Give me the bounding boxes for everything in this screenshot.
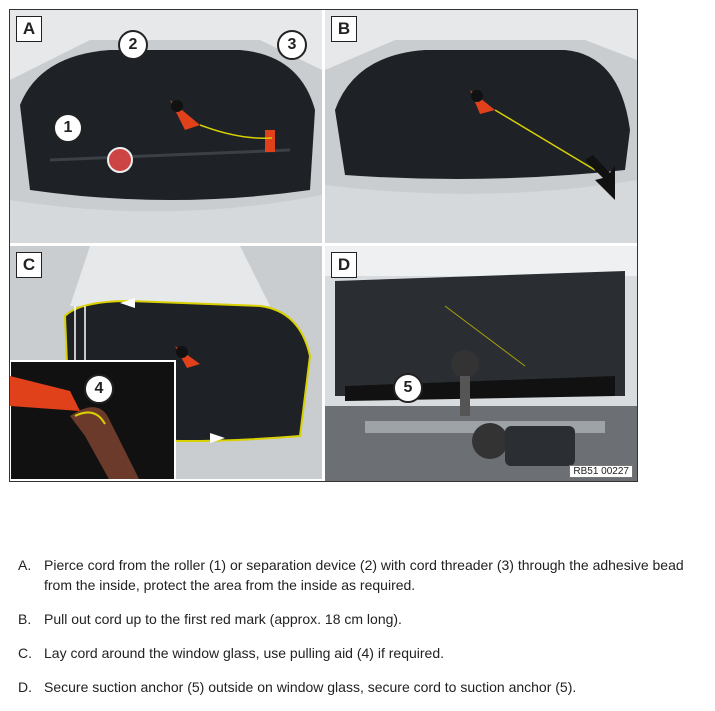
step-text: Lay cord around the window glass, use pulling aid (4) if required. [44, 645, 445, 661]
step-d [18, 677, 710, 697]
instruction-figure [9, 9, 638, 482]
step-b [18, 609, 710, 629]
panel-b [325, 10, 637, 243]
callout-4: 4 [84, 374, 114, 404]
callout-5: 5 [393, 373, 423, 403]
instruction-steps [18, 555, 710, 711]
panel-b-tag: B [331, 16, 357, 42]
step-letter: B. [18, 611, 32, 627]
callout-3: 3 [277, 30, 307, 60]
step-letter: C. [18, 645, 32, 661]
callout-1: 1 [53, 113, 83, 143]
step-text: Pierce cord from the roller (1) or separation device (2) with cord threader (3) through the adhesive bead from the inside, protect the area from the inside as required. [44, 557, 684, 593]
callout-2: 2 [118, 30, 148, 60]
step-letter: A. [18, 557, 32, 573]
step-a [18, 555, 710, 595]
panel-c-photo [10, 246, 322, 479]
step-letter: D. [18, 679, 32, 695]
panel-b-photo [325, 10, 637, 243]
panel-d-tag: D [331, 252, 357, 278]
step-text: Pull out cord up to the first red mark (approx. 18 cm long). [44, 611, 402, 627]
panel-c [10, 246, 322, 479]
panel-d-photo [325, 246, 637, 481]
panel-a-tag: A [16, 16, 42, 42]
panel-d [325, 246, 637, 481]
figure-reference-number: RB51 00227 [569, 465, 633, 478]
step-text: Secure suction anchor (5) outside on window glass, secure cord to suction anchor (5). [44, 679, 577, 695]
step-c [18, 643, 710, 663]
panel-a [10, 10, 322, 243]
panel-c-tag: C [16, 252, 42, 278]
